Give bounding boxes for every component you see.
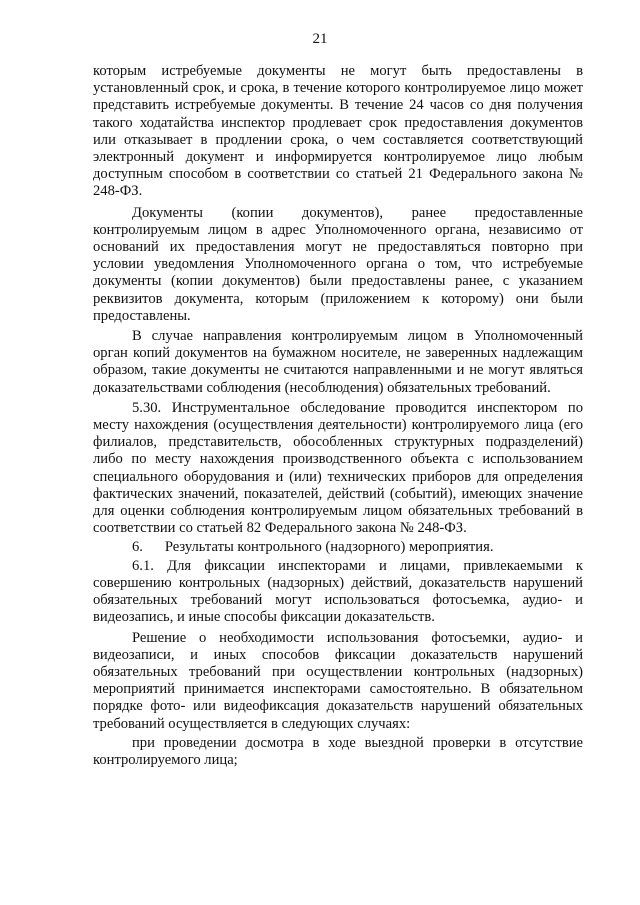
paragraph-7: Решение о необходимости использования фотосъемки, аудио- и видеозаписи, и иных способов фиксации доказательств нарушений обязательных требований при осуществлении контрольных (надзорных) мероприятий принимается инспекторами самостоятельно. В обязательном порядке фото- или видеофиксация доказательств нарушений обязательных требований осуществляется в следующих случаях:: [93, 629, 583, 732]
paragraph-6: 6.1. Для фиксации инспекторами и лицами, привлекаемыми к совершению контрольных (надзорных) действий, доказательств нарушений обязательных требований могут использоваться фотосъемка, аудио- и видеозапись, и иные способы фиксации доказательств.: [93, 557, 583, 626]
paragraph-3: В случае направления контролируемым лицом в Уполномоченный орган копий документов на бумажном носителе, не заверенных надлежащим образом, такие документы не считаются направленными и не могут являться доказательствами соблюдения (несоблюдения) обязательных требований.: [93, 328, 583, 396]
document-body: [93, 63, 583, 769]
paragraph-8: при проведении досмотра в ходе выездной проверки в отсутствие контролируемого лица;: [93, 734, 583, 768]
paragraph-4: 5.30. Инструментальное обследование проводится инспектором по месту нахождения (осуществления деятельности) контролируемого лица (его филиалов, представительств, обособленных структурных подразделений) либо по месту нахождения производственного объекта с использованием специального оборудования и (или) технических приборов для определения фактических значений, показателей, действий (событий), имеющих значение для оценки соблюдения контролируемым лицом обязательных требований в соответствии со статьей 82 Федерального закона № 248-ФЗ.: [93, 399, 583, 537]
page-number: 21: [312, 31, 328, 47]
paragraph-1: которым истребуемые документы не могут быть предоставлены в установленный срок, и срока, в течение которого контролируемое лицо может представить истребуемые документы. В течение 24 часов со дня получения такого ходатайства инспектор продлевает срок предоставления документов или отказывает в продлении срока, о чем составляется соответствующий электронный документ и информируется контролируемое лицо любым доступным способом в соответствии со статьей 21 Федерального закона № 248-ФЗ.: [93, 63, 583, 200]
paragraph-2: Документы (копии документов), ранее предоставленные контролируемым лицом в адрес Уполномоченного органа, независимо от оснований их предоставления могут не предоставляться повторно при условии уведомления Уполномоченного органа о том, что истребуемые документы (копии документов) были предоставлены ранее, с указанием реквизитов документа, которым (приложением к которому) они были предоставлены.: [93, 204, 583, 324]
section-heading: 6. Результаты контрольного (надзорного) мероприятия.: [132, 539, 494, 556]
